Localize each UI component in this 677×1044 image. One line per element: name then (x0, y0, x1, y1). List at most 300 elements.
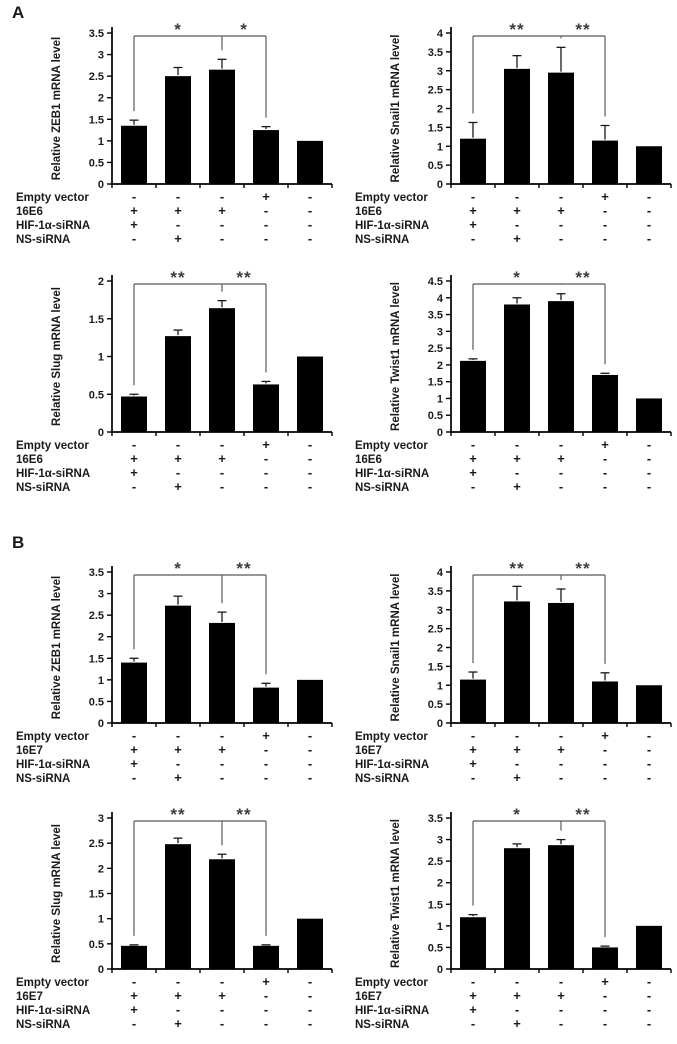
y-tick-label: 2.5 (427, 84, 443, 97)
condition-row-label: NS-siRNA (355, 1019, 410, 1031)
y-tick-label: 3.5 (427, 309, 443, 322)
y-tick-label: 1 (97, 135, 104, 148)
condition-sign: - (307, 437, 313, 452)
condition-sign: - (131, 770, 137, 785)
bar (297, 141, 323, 184)
y-axis-title: Relative Snail1 mRNA level (390, 573, 402, 722)
bar (548, 845, 574, 969)
bar (504, 69, 530, 184)
condition-sign: + (601, 728, 609, 743)
bar (460, 680, 486, 723)
condition-sign: - (470, 437, 476, 452)
condition-sign: + (469, 988, 477, 1003)
condition-sign: - (558, 437, 564, 452)
condition-sign: + (262, 974, 270, 989)
condition-sign: - (263, 451, 269, 466)
condition-sign: - (514, 756, 520, 771)
y-axis-title: Relative Snail1 mRNA level (390, 34, 402, 183)
y-tick-label: 3 (436, 65, 443, 78)
sig-label: ** (236, 559, 252, 578)
condition-sign: - (175, 465, 181, 480)
chart-svg (339, 799, 677, 1039)
condition-sign: + (469, 465, 477, 480)
condition-sign: - (307, 231, 313, 246)
bar (592, 141, 618, 184)
condition-sign: + (174, 231, 182, 246)
y-axis-title: Relative ZEB1 mRNA level (51, 575, 63, 720)
chart-a-2 (339, 14, 677, 259)
condition-sign: - (219, 974, 225, 989)
y-tick-label: 4.5 (427, 276, 443, 288)
y-tick-label: 2 (436, 359, 443, 372)
condition-sign: - (263, 217, 269, 232)
condition-row-label: HIF-1α-siRNA (16, 468, 91, 480)
condition-sign: - (470, 974, 476, 989)
bar (592, 947, 618, 969)
y-tick-label: 0.5 (427, 160, 443, 173)
condition-sign: + (130, 203, 138, 218)
condition-sign: - (558, 479, 564, 494)
y-tick-label: 4 (436, 292, 443, 305)
condition-sign: + (262, 189, 270, 204)
bar (504, 304, 530, 432)
bar (165, 336, 191, 432)
condition-sign: - (307, 1002, 313, 1017)
y-tick-label: 2 (97, 863, 104, 876)
sig-label: ** (509, 20, 525, 39)
condition-row-label: Empty vector (355, 192, 428, 204)
condition-sign: - (646, 465, 652, 480)
condition-sign: + (601, 437, 609, 452)
condition-sign: - (558, 1016, 564, 1031)
condition-sign: + (469, 742, 477, 757)
chart-b-1 (0, 553, 338, 798)
condition-sign: - (646, 1002, 652, 1017)
condition-sign: - (131, 189, 137, 204)
condition-sign: - (646, 479, 652, 494)
y-tick-label: 3 (97, 49, 104, 62)
condition-sign: - (307, 742, 313, 757)
y-tick-label: 2 (97, 92, 104, 105)
condition-row-label: 16E7 (16, 991, 43, 1003)
condition-row-label: NS-siRNA (355, 234, 410, 246)
condition-sign: + (130, 756, 138, 771)
condition-sign: - (175, 217, 181, 232)
y-tick-label: 0 (97, 718, 104, 730)
bar (121, 126, 147, 184)
condition-sign: - (470, 231, 476, 246)
condition-sign: - (219, 1002, 225, 1017)
chart-b-2 (339, 553, 677, 798)
y-tick-label: 1.5 (88, 313, 104, 326)
y-tick-label: 3.5 (427, 585, 443, 598)
condition-sign: - (131, 974, 137, 989)
y-tick-label: 1 (97, 674, 104, 687)
sig-label: ** (575, 268, 591, 287)
chart-svg (0, 14, 338, 254)
condition-sign: - (514, 1002, 520, 1017)
condition-sign: + (469, 756, 477, 771)
y-axis-title: Relative ZEB1 mRNA level (51, 36, 63, 181)
bar (297, 680, 323, 723)
sig-label: * (513, 805, 521, 824)
y-tick-label: 3 (97, 588, 104, 601)
condition-sign: - (646, 770, 652, 785)
bar (636, 398, 662, 432)
bar (209, 70, 235, 184)
condition-sign: + (469, 451, 477, 466)
condition-sign: + (130, 988, 138, 1003)
condition-sign: - (602, 231, 608, 246)
condition-row-label: Empty vector (16, 977, 89, 989)
condition-sign: + (557, 988, 565, 1003)
chart-svg (339, 14, 677, 254)
condition-sign: - (646, 189, 652, 204)
condition-sign: - (307, 988, 313, 1003)
y-axis-title: Relative Slug mRNA level (51, 824, 63, 963)
bar (636, 146, 662, 184)
y-tick-label: 0.5 (88, 157, 104, 170)
y-tick-label: 0 (436, 427, 443, 439)
condition-sign: + (262, 437, 270, 452)
y-tick-label: 3.5 (88, 28, 104, 40)
condition-sign: + (218, 203, 226, 218)
condition-sign: - (602, 1016, 608, 1031)
condition-sign: - (646, 231, 652, 246)
condition-sign: - (646, 974, 652, 989)
condition-sign: - (602, 479, 608, 494)
y-tick-label: 3 (436, 604, 443, 617)
y-tick-label: 3.5 (427, 813, 443, 825)
bar (460, 139, 486, 184)
condition-sign: - (219, 189, 225, 204)
y-tick-label: 2 (436, 877, 443, 890)
condition-sign: + (557, 742, 565, 757)
bar (121, 663, 147, 723)
condition-sign: + (174, 451, 182, 466)
condition-row-label: Empty vector (16, 731, 89, 743)
condition-sign: + (218, 451, 226, 466)
condition-sign: - (307, 189, 313, 204)
condition-sign: - (307, 465, 313, 480)
y-tick-label: 1 (97, 913, 104, 926)
condition-row-label: Empty vector (16, 192, 89, 204)
condition-row-label: 16E6 (355, 454, 382, 466)
condition-row-label: HIF-1α-siRNA (16, 220, 91, 232)
y-tick-label: 2 (436, 642, 443, 655)
y-tick-label: 1 (436, 393, 443, 406)
y-tick-label: 0 (436, 718, 443, 730)
condition-sign: - (307, 217, 313, 232)
condition-sign: - (558, 465, 564, 480)
condition-sign: - (514, 465, 520, 480)
condition-sign: - (646, 988, 652, 1003)
y-tick-label: 1.5 (427, 376, 443, 389)
condition-sign: + (469, 217, 477, 232)
condition-sign: - (175, 728, 181, 743)
condition-sign: + (174, 742, 182, 757)
condition-row-label: HIF-1α-siRNA (355, 468, 430, 480)
condition-sign: + (513, 203, 521, 218)
y-tick-label: 3 (436, 834, 443, 847)
condition-sign: - (219, 479, 225, 494)
y-tick-label: 3 (97, 813, 104, 825)
condition-sign: + (513, 451, 521, 466)
bar (165, 606, 191, 723)
condition-row-label: NS-siRNA (16, 482, 71, 494)
y-tick-label: 3.5 (427, 46, 443, 59)
condition-sign: + (557, 451, 565, 466)
condition-row-label: Empty vector (355, 731, 428, 743)
condition-sign: - (131, 479, 137, 494)
condition-row-label: NS-siRNA (16, 234, 71, 246)
y-tick-label: 2 (97, 276, 104, 288)
bar (548, 301, 574, 432)
condition-sign: + (130, 217, 138, 232)
condition-sign: - (602, 465, 608, 480)
condition-sign: - (646, 437, 652, 452)
condition-sign: - (470, 189, 476, 204)
condition-sign: + (557, 203, 565, 218)
condition-sign: - (307, 756, 313, 771)
condition-sign: + (174, 1016, 182, 1031)
sig-label: * (174, 559, 182, 578)
condition-sign: - (602, 770, 608, 785)
condition-sign: - (175, 1002, 181, 1017)
condition-sign: - (219, 217, 225, 232)
chart-svg (339, 553, 677, 793)
bar (209, 308, 235, 432)
y-tick-label: 0 (436, 179, 443, 191)
condition-sign: + (601, 189, 609, 204)
sig-label: ** (575, 805, 591, 824)
bar (504, 601, 530, 723)
condition-row-label: HIF-1α-siRNA (355, 1005, 430, 1017)
bar (636, 926, 662, 969)
bar (504, 848, 530, 969)
condition-sign: - (646, 728, 652, 743)
sig-label: ** (170, 268, 186, 287)
condition-sign: - (470, 479, 476, 494)
condition-sign: - (175, 756, 181, 771)
y-tick-label: 0 (97, 964, 104, 976)
y-tick-label: 3 (436, 326, 443, 339)
condition-sign: - (219, 437, 225, 452)
y-tick-label: 1.5 (427, 122, 443, 135)
condition-row-label: NS-siRNA (355, 482, 410, 494)
condition-row-label: 16E7 (16, 745, 43, 757)
condition-sign: - (263, 479, 269, 494)
y-tick-label: 2.5 (427, 623, 443, 636)
condition-sign: - (558, 189, 564, 204)
condition-sign: - (558, 217, 564, 232)
sig-label: * (240, 20, 248, 39)
condition-row-label: HIF-1α-siRNA (16, 1005, 91, 1017)
condition-sign: - (558, 756, 564, 771)
condition-row-label: 16E7 (355, 745, 382, 757)
y-axis-title: Relative Twist1 mRNA level (390, 282, 402, 431)
condition-sign: - (131, 437, 137, 452)
condition-sign: - (646, 756, 652, 771)
condition-sign: - (646, 451, 652, 466)
condition-sign: - (263, 742, 269, 757)
condition-row-label: Empty vector (16, 440, 89, 452)
y-tick-label: 2.5 (88, 71, 104, 84)
condition-sign: - (219, 756, 225, 771)
condition-sign: - (219, 465, 225, 480)
y-axis-title: Relative Slug mRNA level (51, 287, 63, 426)
condition-sign: - (602, 988, 608, 1003)
condition-row-label: NS-siRNA (355, 773, 410, 785)
condition-sign: - (514, 217, 520, 232)
condition-sign: - (602, 203, 608, 218)
bar (297, 919, 323, 969)
condition-sign: - (602, 742, 608, 757)
condition-sign: - (219, 1016, 225, 1031)
y-tick-label: 1.5 (427, 899, 443, 912)
y-tick-label: 1.5 (427, 661, 443, 674)
condition-sign: - (263, 231, 269, 246)
condition-sign: - (175, 437, 181, 452)
bar (253, 384, 279, 432)
chart-a-1 (0, 14, 338, 259)
chart-a-3 (0, 262, 338, 507)
bar (209, 859, 235, 969)
condition-sign: - (646, 742, 652, 757)
condition-sign: - (470, 1016, 476, 1031)
condition-sign: + (130, 465, 138, 480)
condition-sign: - (307, 479, 313, 494)
condition-sign: - (558, 728, 564, 743)
condition-sign: - (470, 728, 476, 743)
condition-row-label: Empty vector (355, 440, 428, 452)
condition-sign: - (263, 1002, 269, 1017)
condition-sign: - (646, 203, 652, 218)
chart-b-4 (339, 799, 677, 1044)
condition-row-label: HIF-1α-siRNA (355, 759, 430, 771)
y-tick-label: 0.5 (427, 410, 443, 423)
condition-sign: - (263, 756, 269, 771)
condition-sign: + (218, 742, 226, 757)
bar (548, 603, 574, 723)
condition-sign: - (602, 217, 608, 232)
y-tick-label: 0 (436, 964, 443, 976)
y-tick-label: 1 (436, 680, 443, 693)
condition-sign: - (602, 756, 608, 771)
y-tick-label: 1.5 (88, 653, 104, 666)
condition-sign: + (513, 231, 521, 246)
condition-sign: + (174, 770, 182, 785)
sig-label: ** (575, 559, 591, 578)
condition-sign: + (513, 770, 521, 785)
y-tick-label: 4 (436, 567, 443, 579)
y-tick-label: 0 (97, 427, 104, 439)
condition-sign: - (558, 974, 564, 989)
condition-sign: - (514, 974, 520, 989)
bar (636, 685, 662, 723)
y-tick-label: 1.5 (88, 888, 104, 901)
y-tick-label: 0.5 (88, 938, 104, 951)
condition-sign: - (602, 451, 608, 466)
y-tick-label: 2.5 (88, 610, 104, 623)
condition-row-label: 16E6 (16, 454, 43, 466)
condition-sign: - (307, 974, 313, 989)
condition-sign: - (646, 1016, 652, 1031)
bar (165, 76, 191, 184)
y-tick-label: 0.5 (427, 942, 443, 955)
y-tick-label: 2.5 (427, 856, 443, 869)
bar (209, 623, 235, 723)
condition-sign: - (131, 1016, 137, 1031)
y-tick-label: 1.5 (88, 114, 104, 127)
condition-sign: - (558, 231, 564, 246)
bar (253, 946, 279, 969)
bar (121, 946, 147, 969)
panel-b-label: B (12, 533, 25, 552)
condition-sign: - (175, 189, 181, 204)
y-tick-label: 1 (436, 141, 443, 154)
condition-row-label: Empty vector (355, 977, 428, 989)
panel-a-label: A (12, 3, 25, 22)
y-tick-label: 1 (97, 351, 104, 364)
condition-sign: + (513, 479, 521, 494)
condition-sign: - (219, 231, 225, 246)
condition-sign: + (130, 451, 138, 466)
y-tick-label: 4 (436, 28, 443, 40)
chart-svg (0, 799, 338, 1039)
condition-sign: - (307, 770, 313, 785)
chart-svg (0, 262, 338, 502)
condition-sign: - (470, 770, 476, 785)
condition-sign: - (219, 770, 225, 785)
sig-label: * (174, 20, 182, 39)
bar (460, 361, 486, 432)
condition-row-label: 16E7 (355, 991, 382, 1003)
condition-sign: + (130, 1002, 138, 1017)
condition-sign: - (175, 974, 181, 989)
y-tick-label: 1 (436, 920, 443, 933)
y-tick-label: 2 (97, 631, 104, 644)
condition-sign: - (307, 203, 313, 218)
condition-sign: + (130, 742, 138, 757)
sig-label: ** (170, 805, 186, 824)
condition-sign: + (601, 974, 609, 989)
condition-sign: + (469, 203, 477, 218)
bar (592, 681, 618, 723)
chart-b-3 (0, 799, 338, 1044)
condition-sign: + (513, 1016, 521, 1031)
sig-label: ** (236, 805, 252, 824)
condition-sign: - (307, 728, 313, 743)
condition-sign: - (646, 217, 652, 232)
condition-sign: - (602, 1002, 608, 1017)
bar (548, 73, 574, 184)
condition-sign: - (263, 988, 269, 1003)
condition-row-label: HIF-1α-siRNA (16, 759, 91, 771)
condition-row-label: HIF-1α-siRNA (355, 220, 430, 232)
bar (253, 688, 279, 723)
condition-sign: - (263, 203, 269, 218)
condition-sign: - (263, 465, 269, 480)
condition-row-label: NS-siRNA (16, 1019, 71, 1031)
condition-sign: + (513, 742, 521, 757)
chart-a-4 (339, 262, 677, 507)
condition-row-label: 16E6 (16, 206, 43, 218)
condition-sign: - (514, 728, 520, 743)
y-tick-label: 2.5 (427, 343, 443, 356)
condition-sign: - (558, 770, 564, 785)
condition-row-label: NS-siRNA (16, 773, 71, 785)
